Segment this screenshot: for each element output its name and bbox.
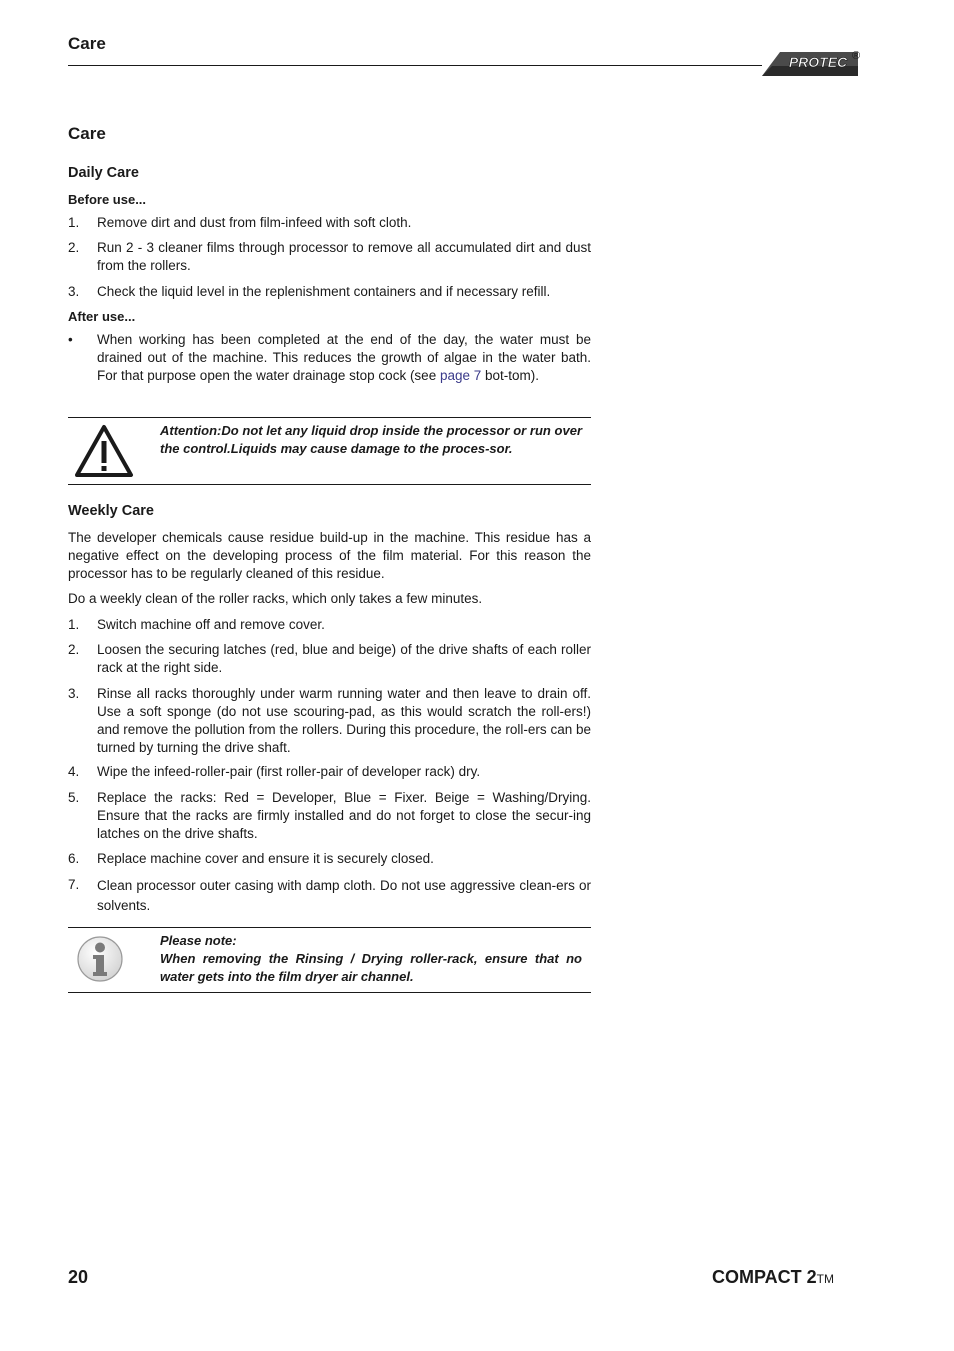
before-use-label: Before use... — [68, 192, 147, 207]
product-name — [712, 1267, 834, 1288]
list-item — [68, 850, 591, 868]
list-item — [68, 331, 591, 407]
list-item-text: Wipe the infeed-roller-pair (first roller-pair of developer rack) dry. — [97, 764, 481, 779]
list-item-number: 7. — [68, 877, 80, 892]
page-number: 20 — [68, 1267, 89, 1287]
after-use-label: After use... — [68, 309, 136, 324]
list-item — [68, 876, 591, 916]
logo-registered-mark: ® — [852, 50, 861, 62]
list-item — [68, 789, 591, 843]
list-item — [68, 763, 591, 781]
list-item-text: Remove dirt and dust from film-infeed with soft cloth. — [97, 215, 412, 230]
list-item-text: Check the liquid level in the replenishment containers and if necessary refill. — [97, 284, 551, 299]
list-item — [68, 214, 591, 232]
header-title: Care — [68, 34, 106, 53]
list-item-text — [97, 331, 591, 385]
attention-top-rule — [68, 417, 591, 418]
protec-logo — [760, 46, 864, 80]
attention-text: Attention:Do not let any liquid drop inside the processor or run over the control.Liquids may cause damage to the proces-sor. — [160, 423, 582, 456]
list-item-text: Clean processor outer casing with damp cloth. Do not use aggressive clean-ers or solvents. — [97, 878, 591, 913]
note-title: Please note: — [160, 933, 237, 948]
list-item — [68, 239, 591, 275]
note-bottom-rule — [68, 992, 591, 993]
weekly-intro-2: Do a weekly clean of the roller racks, which only takes a few minutes. — [68, 591, 483, 606]
list-item-number: 1. — [68, 617, 80, 632]
list-item-number: 3. — [68, 284, 80, 299]
warning-triangle-icon — [74, 424, 134, 478]
list-item-number: 3. — [68, 686, 80, 701]
note-top-rule — [68, 927, 591, 928]
list-item-text: Replace the racks: Red = Developer, Blue = Fixer. Beige = Washing/Drying. Ensure that the racks are firmly installed and do not forget to close the secur-ing latches on the drive shafts. — [97, 790, 591, 841]
weekly-intro: The developer chemicals cause residue build-up in the machine. This residue has a negative effect on the developing process of the film material. For this reason the processor has to be regularly cleaned of this residue. — [68, 530, 591, 581]
list-item-number: 2. — [68, 642, 80, 657]
daily-care-heading: Daily Care — [68, 165, 139, 181]
logo-text: PROTEC — [788, 54, 848, 70]
info-icon — [76, 935, 124, 983]
note-text: When removing the Rinsing / Drying roller-rack, ensure that no water gets into the film dryer air channel. — [160, 951, 582, 984]
after-use-text: When working has been completed at the end of the day, the water must be drained out of the machine. This reduces the growth of algae in the water bath. For that purpose open the water drainage stop cock (see — [97, 332, 591, 383]
list-item — [68, 283, 591, 301]
page-reference-link[interactable]: page 7 — [439, 368, 482, 383]
list-item-number: 6. — [68, 851, 80, 866]
list-item-text: Loosen the securing latches (red, blue and beige) of the drive shafts of each roller rack at the right side. — [97, 642, 591, 675]
list-item — [68, 685, 591, 757]
list-item-text: Rinse all racks thoroughly under warm running water and then leave to drain off. Use a soft sponge (do not use scouring-pad, as this would scratch the roll-ers!) and remove the pollution from the rollers. During this procedure, the roll-ers can be turned by turning the drive shaft. — [97, 686, 591, 755]
list-item-text: Switch machine off and remove cover. — [97, 617, 325, 632]
list-item-text: Run 2 - 3 cleaner films through processor to remove all accumulated dirt and dust from the rollers. — [97, 240, 591, 273]
section-title: Care — [68, 124, 106, 143]
attention-bottom-rule — [68, 484, 591, 485]
trademark-mark: TM — [816, 1272, 834, 1286]
bullet: • — [68, 332, 73, 347]
after-use-text-end: bot-tom). — [481, 368, 540, 383]
list-item-text: Replace machine cover and ensure it is securely closed. — [97, 851, 434, 866]
protec-logo-graphic — [760, 46, 864, 80]
weekly-care-heading: Weekly Care — [68, 503, 154, 519]
list-item — [68, 616, 591, 634]
header-rule — [68, 65, 762, 66]
list-item-number: 2. — [68, 240, 80, 255]
product-name-text: COMPACT 2 — [712, 1267, 817, 1287]
list-item — [68, 641, 591, 677]
list-item-number: 1. — [68, 215, 80, 230]
list-item-number: 4. — [68, 764, 80, 779]
list-item-number: 5. — [68, 790, 80, 805]
